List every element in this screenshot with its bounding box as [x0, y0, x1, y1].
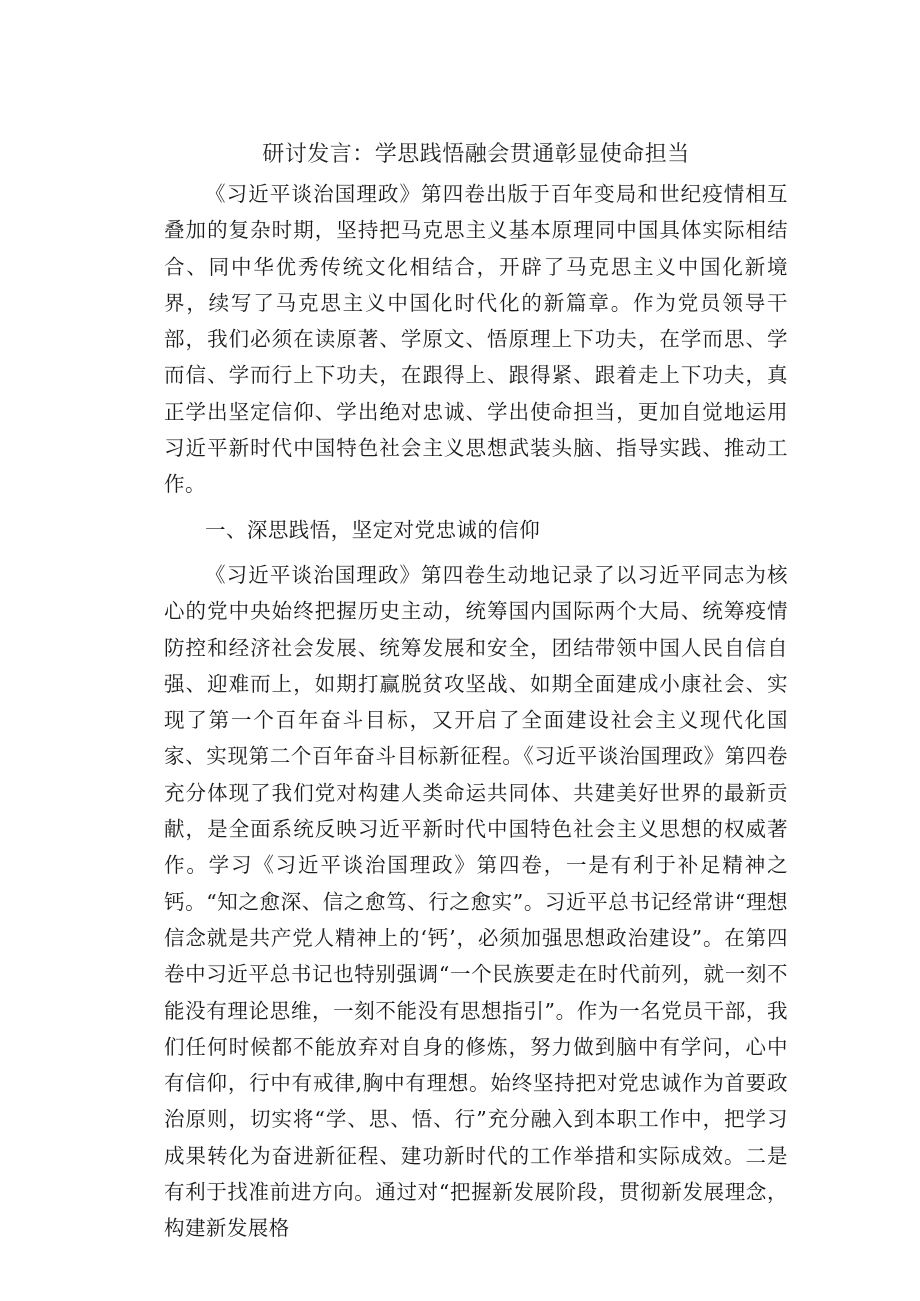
document-title: 研讨发言：学思践悟融会贯通彰显使命担当 [262, 142, 690, 167]
document-page [164, 140, 788, 1247]
section-1-paragraph: 《习近平谈治国理政》第四卷生动地记录了以习近平同志为核心的党中央始终把握历史主动，统筹国内国际两个大局、统筹疫情防控和经济社会发展、统筹发展和安全，团结带领中国人民自信自强、迎难而上，如期打赢脱贫攻坚战、如期全面建成小康社会、实现了第一个百年奋斗目标，又开启了全面建设社会主义现代化国家、实现第二个百年奋斗目标新征程。《习近平谈治国理政》第四卷充分体现了我们党对构建人类命运共同体、共建美好世界的最新贡献，是全面系统反映习近平新时代中国特色社会主义思想的权威著作。学习《习近平谈治国理政》第四卷，一是有利于补足精神之钙。“知之愈深、信之愈笃、行之愈实”。习近平总书记经常讲“理想信念就是共产党人精神上的‘钙’，必须加强思想政治建设”。在第四卷中习近平总书记也特别强调“一个民族要走在时代前列，就一刻不能没有理论思维，一刻不能没有思想指引”。作为一名党员干部，我们任何时候都不能放弃对自身的修炼，努力做到脑中有学问，心中有信仰，行中有戒律,胸中有理想。始终坚持把对党忠诚作为首要政治原则，切实将“学、思、悟、行”充分融入到本职工作中，把学习成果转化为奋进新征程、建功新时代的工作举措和实际成效。二是有利于找准前进方向。通过对“把握新发展阶段，贯彻新发展理念，构建新发展格 [164, 562, 788, 1241]
intro-paragraph: 《习近平谈治国理政》第四卷出版于百年变局和世纪疫情相互叠加的复杂时期，坚持把马克思主义基本原理同中国具体实际相结合、同中华优秀传统文化相结合，开辟了马克思主义中国化新境界，续写了马克思主义中国化时代化的新篇章。作为党员领导干部，我们必须在读原著、学原文、悟原理上下功夫，在学而思、学而信、学而行上下功夫，在跟得上、跟得紧、跟着走上下功夫，真正学出坚定信仰、学出绝对忠诚、学出使命担当，更加自觉地运用习近平新时代中国特色社会主义思想武装头脑、指导实践、推动工作。 [164, 182, 788, 497]
section-heading-1: 一、深思践悟，坚定对党忠诚的信仰 [205, 517, 541, 542]
